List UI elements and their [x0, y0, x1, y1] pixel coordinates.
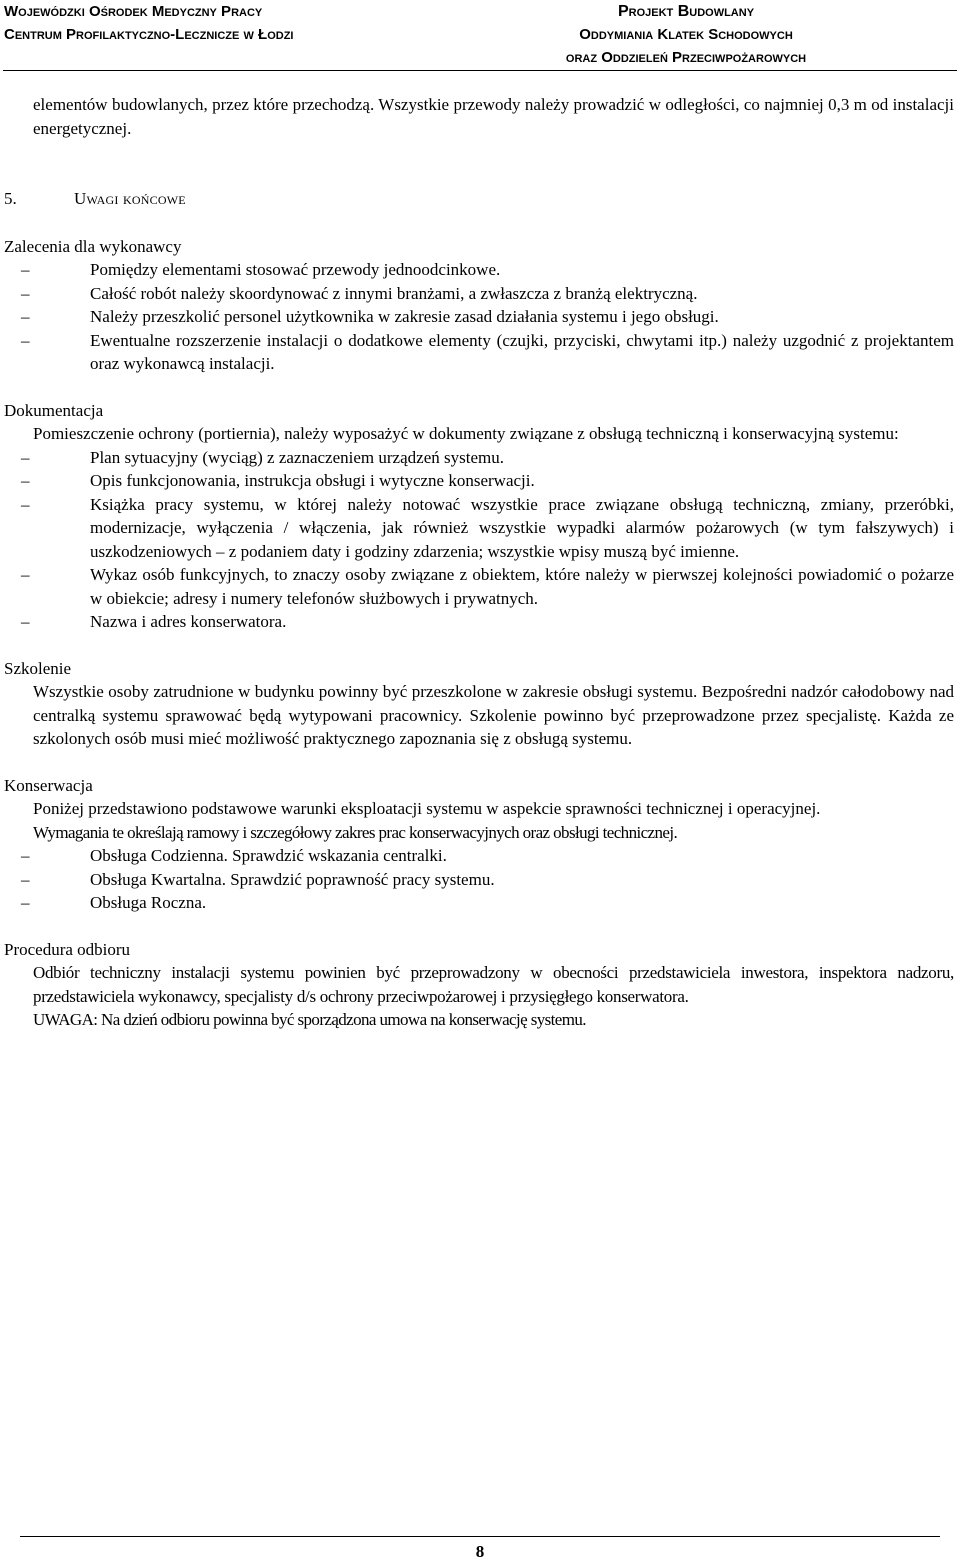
dash-marker: –: [21, 846, 30, 865]
list-item-text: Obsługa Codzienna. Sprawdzić wskazania centralki.: [90, 846, 447, 865]
list-item: [4, 868, 954, 892]
section-heading: [4, 187, 954, 211]
page-number: 8: [475, 1542, 485, 1561]
procedura-note: UWAGA: Na dzień odbioru powinna być sporządzona umowa na konserwację systemu.: [33, 1010, 586, 1029]
header-project-line-1: Projekt Budowlany: [617, 3, 755, 20]
dokumentacja-paragraph: Pomieszczenie ochrony (portiernia), należy wyposażyć w dokumenty związane z obsługą techniczną i konserwacyjną systemu:: [33, 424, 899, 443]
list-item-text: Nazwa i adres konserwatora.: [90, 612, 287, 631]
list-item: [4, 258, 954, 282]
list-item: [4, 469, 954, 493]
list-item: [4, 610, 954, 634]
dash-marker: –: [21, 869, 30, 889]
konserwacja-heading: Konserwacja: [4, 775, 93, 795]
dokumentacja-list: [4, 446, 954, 634]
dokumentacja-heading: Dokumentacja: [4, 400, 104, 420]
list-item-text: Obsługa Roczna.: [90, 893, 207, 912]
dash-marker: –: [21, 565, 30, 584]
header-organization-line-1: Wojewódzki Ośrodek Medyczny Pracy: [4, 3, 263, 20]
dash-marker: –: [21, 893, 30, 912]
list-item: [4, 891, 954, 915]
list-item-text: Ewentualne rozszerzenie instalacji o dodatkowe elementy (czujki, przyciski, chwytami itp.) należy uzgodnić z projektantem oraz wykonawcą instalacji.: [90, 330, 954, 373]
konserwacja-paragraph-2: Wymagania te określają ramowy i szczegółowy zakres prac konserwacyjnych oraz obsługi technicznej.: [33, 822, 678, 842]
dash-marker: –: [21, 330, 30, 350]
list-item: [4, 305, 954, 329]
list-item-text: Całość robót należy skoordynować z innymi branżami, a zwłaszcza z branżą elektryczną.: [90, 283, 698, 303]
list-item: [4, 844, 954, 868]
list-item: [4, 446, 954, 470]
zalecenia-list: [4, 258, 954, 376]
dash-marker: –: [21, 494, 30, 514]
header-organization: [4, 0, 293, 46]
procedura-heading: Procedura odbioru: [4, 939, 131, 959]
list-item-text: Plan sytuacyjny (wyciąg) z zaznaczeniem urządzeń systemu.: [90, 447, 504, 467]
dash-marker: –: [21, 612, 30, 631]
section-number: 5.: [4, 189, 17, 208]
dash-marker: –: [21, 471, 30, 490]
konserwacja-paragraph-1: Poniżej przedstawiono podstawowe warunki eksploatacji systemu w aspekcie sprawności technicznej i operacyjnej.: [33, 799, 821, 818]
list-item-text: Obsługa Kwartalna. Sprawdzić poprawność pracy systemu.: [90, 869, 495, 889]
header-project-line-3: oraz Oddzieleń Przeciwpożarowych: [565, 49, 807, 66]
list-item-text: Książka pracy systemu, w której należy notować wszystkie prace związane obsługą techniczną, zmiany, przeróbki, modernizacje, wyłączenia / włączenia, jak również wszystkie wypadki alarmów pożarowych (w tym fałszywych) i uszkodzeniowych – z podaniem daty i godziny zdarzenia; wszystkie wpisy muszą być imienne.: [90, 494, 954, 561]
konserwacja-list: [4, 844, 954, 915]
list-item-text: Opis funkcjonowania, instrukcja obsługi i wytyczne konserwacji.: [90, 471, 535, 490]
header-organization-line-2: Centrum Profilaktyczno-Lecznicze w Łodzi: [4, 26, 294, 43]
header-project: [474, 0, 898, 69]
header-divider: [3, 70, 957, 71]
dash-marker: –: [21, 447, 30, 467]
list-item: [4, 493, 954, 564]
dash-marker: –: [21, 307, 30, 326]
dash-marker: –: [21, 283, 30, 303]
list-item-text: Pomiędzy elementami stosować przewody jednoodcinkowe.: [90, 260, 501, 279]
procedura-paragraph-1: Odbiór techniczny instalacji systemu powinien być przeprowadzony w obecności przedstawiciela inwestora, inspektora nadzoru, przedstawiciela wykonawcy, specjalisty d/s ochrony przeciwpożarowej i przysięgłego konserwatora.: [33, 963, 954, 1006]
list-item: [4, 282, 954, 306]
document-body: [4, 93, 954, 1032]
page-header: [0, 0, 960, 72]
szkolenie-heading: Szkolenie: [4, 658, 72, 678]
list-item-text: Należy przeszkolić personel użytkownika w zakresie zasad działania systemu i jego obsługi.: [90, 307, 719, 326]
list-item: [4, 563, 954, 610]
list-item: [4, 329, 954, 376]
zalecenia-heading: Zalecenia dla wykonawcy: [4, 236, 182, 256]
section-title: Uwagi końcowe: [74, 189, 186, 208]
dash-marker: –: [21, 260, 30, 279]
list-item-text: Wykaz osób funkcyjnych, to znaczy osoby związane z obiektem, które należy w pierwszej kolejności powiadomić o pożarze w obiekcie; adresy i numery telefonów służbowych i prywatnych.: [90, 565, 954, 608]
footer-divider: [20, 1536, 940, 1537]
szkolenie-paragraph: Wszystkie osoby zatrudnione w budynku powinny być przeszkolone w zakresie obsługi systemu. Bezpośredni nadzór całodobowy nad centralką systemu sprawować będą wytypowani pracownicy. Szkolenie powinno być przeprowadzone przez specjalistę. Każda ze szkolonych osób musi mieć możliwość praktycznego zapoznania się z obsługą systemu.: [33, 682, 954, 748]
intro-paragraph: elementów budowlanych, przez które przechodzą. Wszystkie przewody należy prowadzić w odległości, co najmniej 0,3 m od instalacji energetycznej.: [33, 95, 954, 138]
header-project-line-2: Oddymiania Klatek Schodowych: [579, 26, 793, 43]
